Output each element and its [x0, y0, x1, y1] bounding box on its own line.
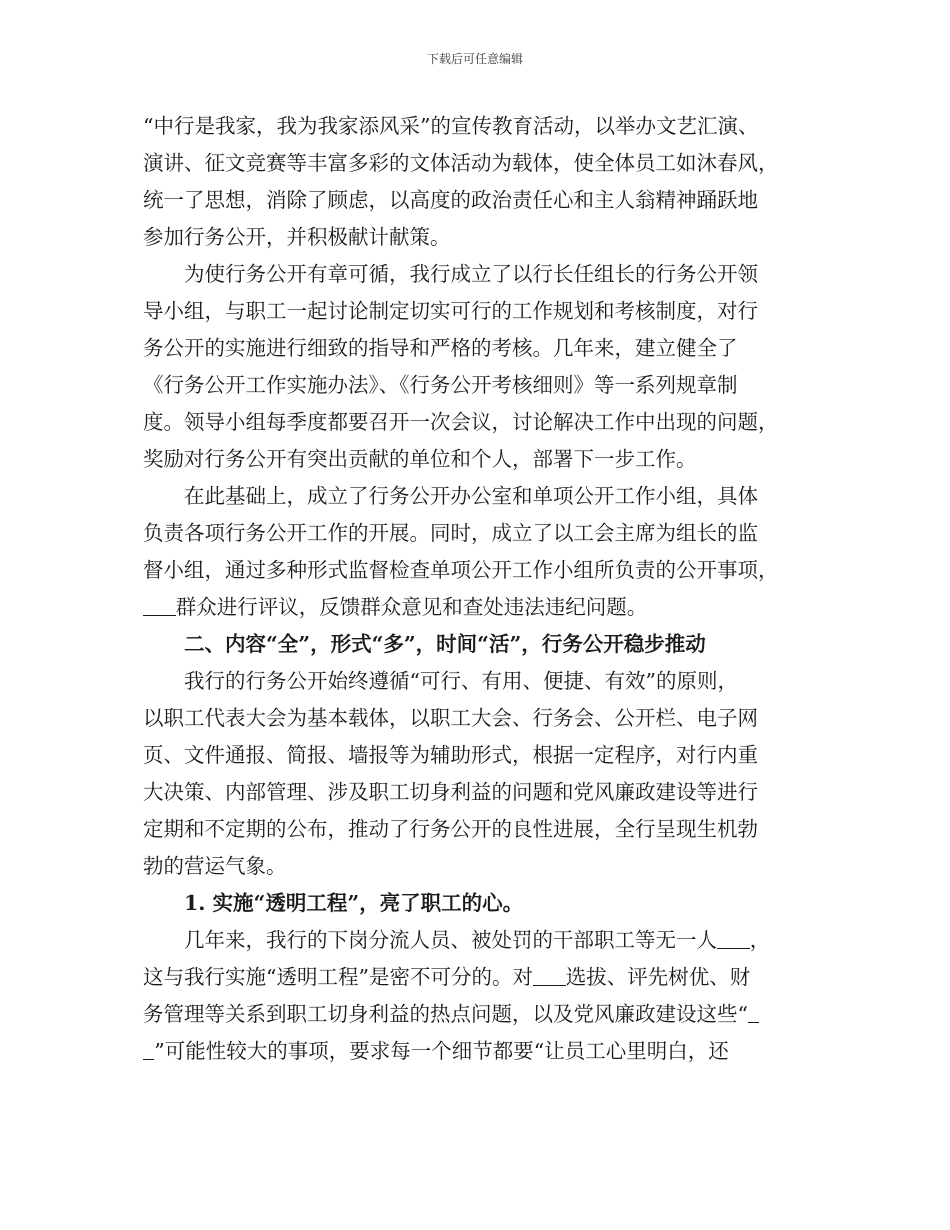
paragraph-line: 为使行务公开有章可循，我行成立了以行长任组长的行务公开领: [184, 262, 758, 286]
paragraph-line: 定期和不定期的公布，推动了行务公开的良性进展，全行呈现生机勃: [143, 817, 758, 841]
paragraph-1: [143, 108, 803, 256]
paragraph-line: 演讲、征文竞赛等丰富多彩的文体活动为载体，使全体员工如沐春风，: [143, 151, 779, 175]
paragraph-line: [143, 996, 803, 1033]
paragraph-3: [143, 478, 803, 626]
fill-blank: [533, 965, 566, 987]
paragraph-line: 务公开的实施进行细致的指导和严格的考核。几年来，建立健全了: [143, 336, 738, 360]
paragraph-4: [143, 663, 803, 885]
paragraph-line: [143, 922, 803, 959]
paragraph-line: 奖励对行务公开有突出贡献的单位和个人，部署下一步工作。: [143, 447, 697, 471]
paragraph-line: 在此基础上，成立了行务公开办公室和单项公开工作小组，具体: [184, 484, 758, 508]
section-heading-3: 1. 实施“透明工程”，亮了职工的心。: [184, 891, 524, 915]
paragraph-line: 督小组，通过多种形式监督检查单项公开工作小组所负责的公开事项，: [143, 558, 779, 582]
fill-blank: [748, 1002, 759, 1024]
paragraph-line: 参加行务公开，并积极献计献策。: [143, 225, 451, 249]
fill-blank: [143, 1039, 154, 1061]
paragraph-line: 页、文件通报、简报、墙报等为辅助形式，根据一定程序，对行内重: [143, 743, 758, 767]
paragraph-text: 群众进行评议，反馈群众意见和查处违法违纪问题。: [175, 595, 648, 619]
section-heading-2: 二、内容“全”，形式“多”，时间“活”，行务公开稳步推动: [184, 632, 706, 656]
page-header: 下载后可任意编辑: [426, 52, 523, 66]
fill-blank: [717, 928, 750, 950]
paragraph-line: 以职工代表大会为基本载体，以职工大会、行务会、公开栏、电子网: [143, 706, 758, 730]
paragraph-text: 这与我行实施“透明工程”是密不可分的。对: [143, 965, 533, 989]
paragraph-line: 度。领导小组每季度都要召开一次会议，讨论解决工作中出现的问题，: [143, 410, 779, 434]
paragraph-line: 勃的营运气象。: [143, 854, 287, 878]
paragraph-line: 《行务公开工作实施办法》、《行务公开考核细则》等一系列规章制: [143, 373, 738, 397]
paragraph-line: “中行是我家，我为我家添风采”的宣传教育活动，以举办文艺汇演、: [143, 114, 759, 138]
paragraph-text: 务管理等关系到职工切身利益的热点问题，以及党风廉政建设这些“: [143, 1002, 748, 1026]
paragraph-line: [143, 589, 803, 626]
paragraph-line: 我行的行务公开始终遵循“可行、有用、便捷、有效”的原则，: [184, 669, 738, 693]
paragraph-text: 选拔、评先树优、财: [565, 965, 751, 989]
paragraph-line: 导小组，与职工一起讨论制定切实可行的工作规划和考核制度，对行: [143, 299, 758, 323]
fill-blank: [143, 595, 176, 617]
paragraph-line: 大决策、内部管理、涉及职工切身利益的问题和党风廉政建设等进行: [143, 780, 758, 804]
paragraph-text: ”可能性较大的事项，要求每一个细节都要“让员工心里明白，还: [154, 1039, 729, 1063]
paragraph-line: [143, 959, 803, 996]
paragraph-line: 负责各项行务公开工作的开展。同时，成立了以工会主席为组长的监: [143, 521, 758, 545]
paragraph-line: [143, 1033, 803, 1070]
document-body: [143, 108, 803, 1070]
paragraph-5: [143, 922, 803, 1070]
paragraph-line: 统一了思想，消除了顾虑，以高度的政治责任心和主人翁精神踊跃地: [143, 188, 758, 212]
paragraph-text: 几年来，我行的下岗分流人员、被处罚的干部职工等无一人: [184, 928, 717, 952]
paragraph-2: [143, 256, 803, 478]
paragraph-text: ，: [749, 928, 771, 952]
